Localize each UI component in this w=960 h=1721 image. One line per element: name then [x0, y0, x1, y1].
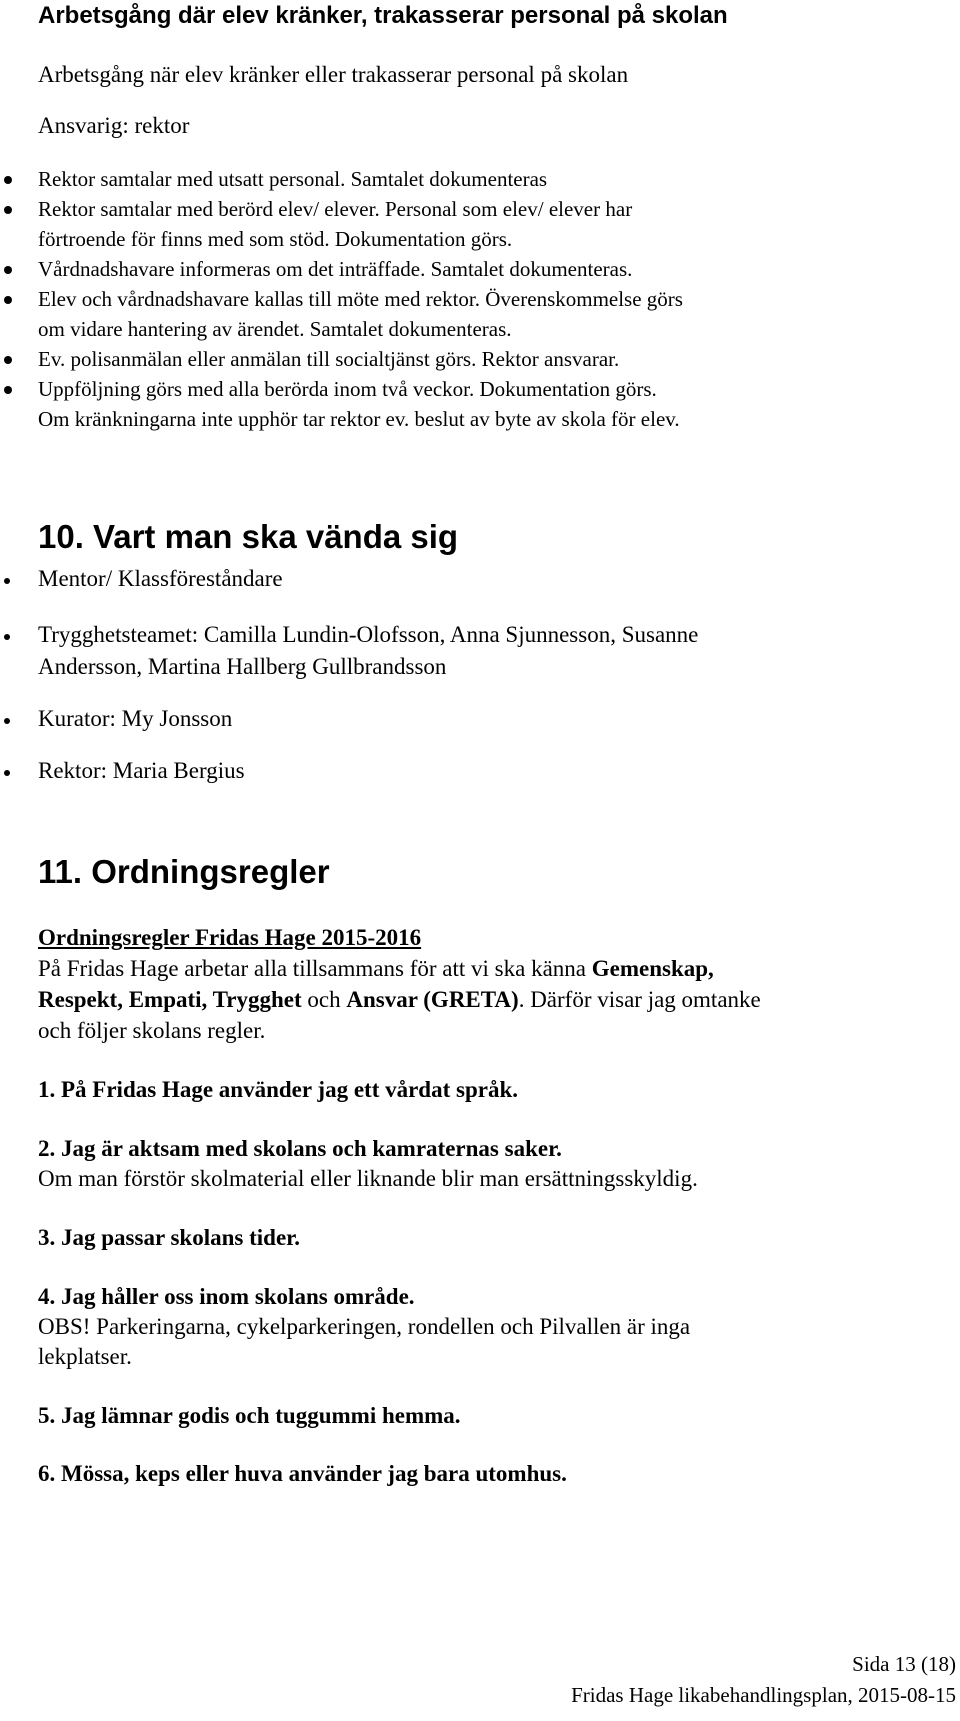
rules-intro-line-1	[38, 956, 714, 982]
list-item-continuation: Andersson, Martina Hallberg Gullbrandsson	[38, 654, 447, 679]
list-item: Ev. polisanmälan eller anmälan till socialtjänst görs. Rektor ansvarar.	[38, 347, 620, 371]
bullet-icon	[4, 176, 12, 184]
intro-text: och	[301, 987, 347, 1012]
list-item: Rektor samtalar med berörd elev/ elever. Personal som elev/ elever har	[38, 197, 633, 221]
bullet-icon	[4, 578, 10, 584]
section-heading-10: 10. Vart man ska vända sig	[38, 518, 459, 555]
intro-text: . Därför visar jag omtanke	[518, 987, 761, 1012]
rule-title: 1. På Fridas Hage använder jag ett vårdat språk.	[38, 1077, 519, 1102]
list-item: Kurator: My Jonsson	[38, 706, 233, 731]
list-item-continuation: Om kränkningarna inte upphör tar rektor ev. beslut av byte av skola för elev.	[38, 407, 680, 431]
bullet-icon	[4, 718, 10, 724]
intro-text: På Fridas Hage arbetar alla tillsammans för att vi ska känna	[38, 956, 592, 981]
list-item-continuation: om vidare hantering av ärendet. Samtalet dokumenteras.	[38, 317, 512, 341]
rule-title: 5. Jag lämnar godis och tuggummi hemma.	[38, 1403, 461, 1428]
bullet-icon	[4, 206, 12, 214]
bullet-icon	[4, 296, 12, 304]
rules-intro-line-2	[38, 987, 761, 1013]
intro-value-word: Gemenskap,	[591, 956, 714, 981]
workflow-responsible: Ansvarig: rektor	[38, 113, 190, 138]
intro-values: Respekt, Empati, Trygghet	[38, 987, 302, 1012]
list-item: Uppföljning görs med alla berörda inom två veckor. Dokumentation görs.	[38, 377, 657, 401]
rules-title: Ordningsregler Fridas Hage 2015-2016	[38, 925, 422, 950]
rule-note: lekplatser.	[38, 1344, 132, 1369]
rule-note: Om man förstör skolmaterial eller liknande blir man ersättningsskyldig.	[38, 1166, 698, 1191]
bullet-icon	[4, 356, 12, 364]
list-item: Rektor samtalar med utsatt personal. Samtalet dokumenteras	[38, 167, 548, 191]
bullet-icon	[4, 266, 12, 274]
section-heading-workflow: Arbetsgång där elev kränker, trakasserar personal på skolan	[38, 2, 728, 29]
list-item: Rektor: Maria Bergius	[38, 758, 245, 783]
intro-values: Ansvar (GRETA)	[346, 987, 519, 1012]
list-item: Vårdnadshavare informeras om det inträffade. Samtalet dokumenteras.	[38, 257, 633, 281]
list-item: Mentor/ Klassföreståndare	[38, 566, 283, 591]
page-number: Sida 13 (18)	[852, 1652, 956, 1676]
bullet-icon	[4, 770, 10, 776]
list-item: Trygghetsteamet: Camilla Lundin-Olofsson, Anna Sjunnesson, Susanne	[38, 622, 699, 647]
rule-title: 6. Mössa, keps eller huva använder jag bara utomhus.	[38, 1461, 567, 1486]
rule-title: 3. Jag passar skolans tider.	[38, 1225, 301, 1250]
workflow-subtitle: Arbetsgång när elev kränker eller trakasserar personal på skolan	[38, 62, 629, 87]
section-heading-11: 11. Ordningsregler	[38, 853, 330, 890]
rule-note: OBS! Parkeringarna, cykelparkeringen, rondellen och Pilvallen är inga	[38, 1314, 691, 1339]
rule-title: 2. Jag är aktsam med skolans och kamraternas saker.	[38, 1136, 562, 1161]
rule-title: 4. Jag håller oss inom skolans område.	[38, 1284, 415, 1309]
document-footer: Fridas Hage likabehandlingsplan, 2015-08-15	[571, 1683, 956, 1707]
bullet-icon	[4, 634, 10, 640]
list-item-continuation: förtroende för finns med som stöd. Dokumentation görs.	[38, 227, 513, 251]
list-item: Elev och vårdnadshavare kallas till möte med rektor. Överenskommelse görs	[38, 287, 683, 311]
rules-intro-line-3: och följer skolans regler.	[38, 1018, 266, 1043]
bullet-icon	[4, 386, 12, 394]
